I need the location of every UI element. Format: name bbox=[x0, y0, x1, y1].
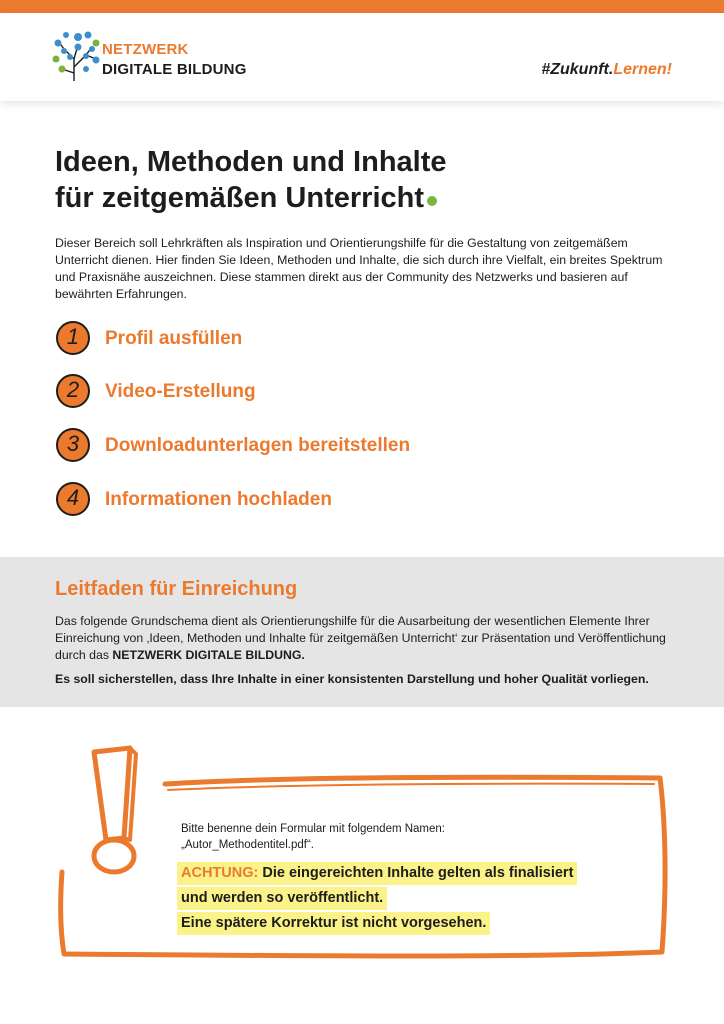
warning-highlight-line3 bbox=[177, 912, 490, 935]
intro-paragraph: Dieser Bereich soll Lehrkräften als Inspiration und Orientierungshilfe für die Gestaltung von zeitgemäßem Unterricht dienen. Hier finden Sie Ideen, Methoden und Inhalte, die sich durch ihre Vielfalt, ein breites Spektrum und Praxisnähe auszeichnen. Diese stammen direkt aus der Community des Netzwerks und basieren auf bewährten Erfahrungen. bbox=[55, 236, 663, 301]
guide-note: Es soll sicherstellen, dass Ihre Inhalte in einer konsistenten Darstellung und hoher Qualität vorliegen. bbox=[55, 672, 649, 686]
warning-highlight-line2 bbox=[177, 887, 387, 910]
filename-line2: „Autor_Methodentitel.pdf“. bbox=[181, 839, 314, 851]
guide-paragraph bbox=[55, 613, 670, 664]
step-item bbox=[55, 481, 655, 521]
logo[interactable] bbox=[52, 29, 252, 87]
guide-paragraph-bold: NETZWERK DIGITALE BILDUNG. bbox=[112, 648, 305, 662]
step-number: 2 bbox=[66, 377, 80, 402]
step-label: Downloadunterlagen bereitstellen bbox=[105, 435, 411, 456]
filename-line1: Bitte benenne dein Formular mit folgendem Namen: bbox=[181, 823, 446, 835]
guide-title: Leitfaden für Einreichung bbox=[55, 578, 298, 600]
page-title-line1: Ideen, Methoden und Inhalte bbox=[55, 146, 447, 178]
warning-block bbox=[177, 862, 637, 937]
tagline-accent: Lernen! bbox=[613, 61, 672, 78]
page-title bbox=[55, 144, 447, 216]
page-header bbox=[0, 13, 724, 101]
network-tree-icon bbox=[52, 29, 100, 85]
logo-text-top: NETZWERK bbox=[102, 41, 189, 58]
filename-instruction bbox=[181, 821, 501, 853]
step-number: 1 bbox=[66, 324, 80, 349]
step-item bbox=[55, 373, 655, 413]
tagline-prefix: #Zukunft. bbox=[541, 61, 614, 78]
step-item bbox=[55, 427, 655, 467]
exclamation-icon bbox=[94, 748, 136, 872]
guide-section bbox=[0, 557, 724, 707]
warning-text-line2: und werden so veröffentlicht. bbox=[181, 890, 384, 906]
top-accent-stripe bbox=[0, 0, 724, 13]
logo-text-bottom: DIGITALE BILDUNG bbox=[102, 61, 247, 78]
step-number: 3 bbox=[66, 431, 80, 456]
warning-highlight-line1 bbox=[177, 862, 577, 885]
step-label: Profil ausfüllen bbox=[105, 328, 243, 349]
warning-label: ACHTUNG: bbox=[181, 865, 259, 881]
step-label: Informationen hochladen bbox=[105, 489, 332, 510]
tagline bbox=[541, 61, 672, 79]
step-label: Video-Erstellung bbox=[105, 381, 256, 402]
warning-text-line3: Eine spätere Korrektur ist nicht vorgesehen. bbox=[181, 915, 487, 931]
page-title-line2: für zeitgemäßen Unterricht bbox=[55, 182, 424, 214]
step-item bbox=[55, 320, 655, 360]
step-number: 4 bbox=[66, 485, 80, 510]
guide-paragraph-text: Das folgende Grundschema dient als Orientierungshilfe für die Ausarbeitung der wesentlichen Elemente Ihrer Einreichung von ‚Ideen, Methoden und Inhalte für zeitgemäßen Unterricht‘ zur Präsentation und Veröffentlichung durch das bbox=[55, 614, 666, 662]
warning-text-line1: Die eingereichten Inhalte gelten als finalisiert bbox=[262, 865, 574, 881]
green-dot-icon bbox=[427, 196, 437, 206]
